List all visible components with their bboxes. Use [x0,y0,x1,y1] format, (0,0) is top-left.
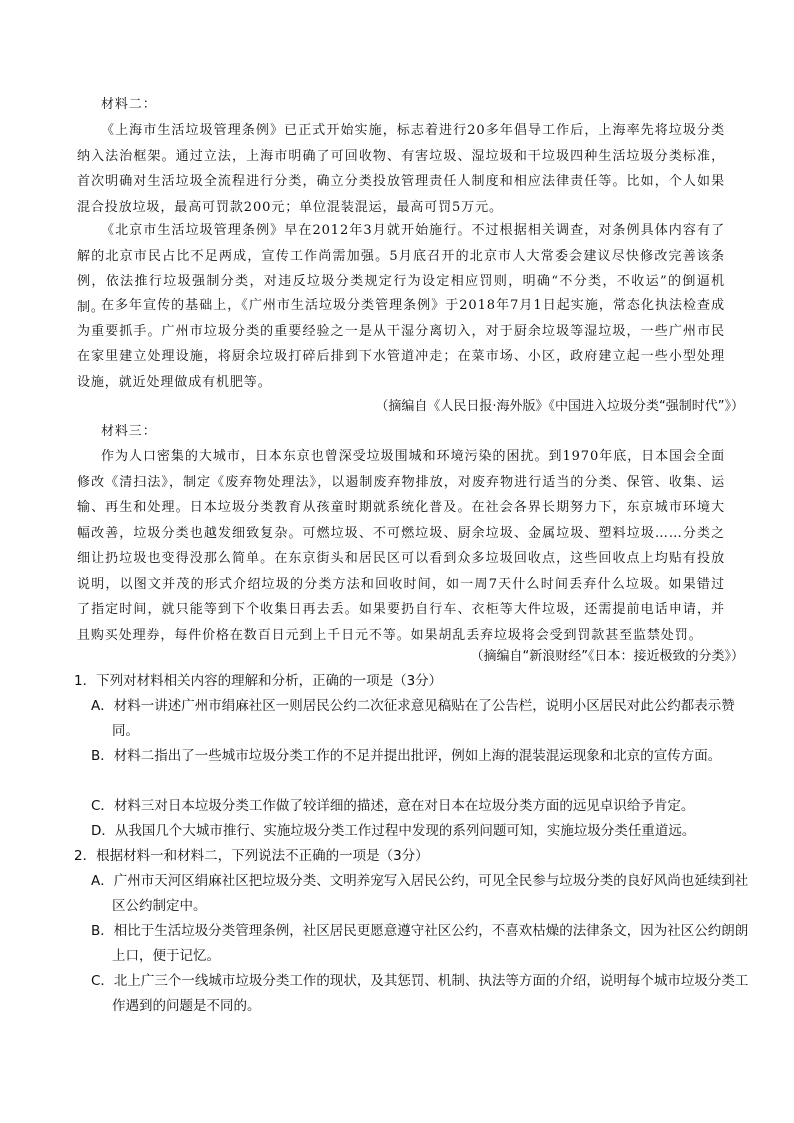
material-3-source: （摘编自“新浪财经”《日本：接近极致的分类》） [470,649,744,664]
question-1-option-c: C．材料三对日本垃圾分类工作做了较详细的描述，意在对日本在垃圾分类方面的远见卓识给予肯定。 [91,798,695,814]
question-1-option-b: B．材料二指出了一些城市垃圾分类工作的不足并提出批评，例如上海的混装混运现象和北京的宣传方面。 [91,748,722,764]
question-1-stem: 1．下列对材料相关内容的理解和分析，正确的一项是（3分） [74,673,443,689]
material-2-paragraph-2: 《北京市生活垃圾管理条例》早在2012年3月就开始施行。不过根据相关调查，对条例具体内容有了解的北京市民占比不足两成，宣传工作尚需加强。5月底召开的北京市人大常委会建议尽快修改完善该条例，依法推行垃圾强制分类，对违反垃圾分类规定行为设定相应罚则，明确“不分类，不收运”的倒逼机制。 [77,223,725,315]
material-2-label: 材料二： [101,97,157,112]
material-2-source: （摘编自《人民日报·海外版》《中国进入垃圾分类“强制时代”》） [375,399,744,414]
question-1-option-d: D．从我国几个大城市推行、实施垃圾分类工作过程中发现的系列问题可知，实施垃圾分类任重道远。 [91,823,696,839]
question-2-stem: 2．根据材料一和材料二，下列说法不正确的一项是（3分） [74,848,429,864]
question-2-option-a: A．广州市天河区绢麻社区把垃圾分类、文明养宠写入居民公约，可见全民参与垃圾分类的良好风尚也延续到社区公约制定中。 [91,873,749,914]
material-3-paragraph-1: 作为人口密集的大城市，日本东京也曾深受垃圾围城和环境污染的困扰。到1970年底，日本国会全面修改《清扫法》，制定《废弃物处理法》，以遏制废弃物排放，对废弃物进行适当的分类、保管、收集、运输、再生和处理。日本垃圾分类教育从孩童时期就系统化普及。在社会各界长期努力下，东京城市环境大幅改善，垃圾分类也越发细致复杂。可燃垃圾、不可燃垃圾、厨余垃圾、金属垃圾、塑料垃圾……分类之细让扔垃圾也变得没那么简单。在东京街头和居民区可以看到众多垃圾回收点，这些回收点上均贴有投放说明，以图文并茂的形式介绍垃圾的分类方法和回收时间，如一周7天什么时间丢弃什么垃圾。如果错过了指定时间，就只能等到下个收集日再去丢。如果要扔自行车、衣柜等大件垃圾，还需提前电话申请，并且购买处理券，每件价格在数百日元到上千日元不等。如果胡乱丢弃垃圾将会受到罚款甚至监禁处罚。 [77,449,725,643]
question-2-option-c: C．北上广三个一线城市垃圾分类工作的现状，及其惩罚、机制、执法等方面的介绍，说明每个城市垃圾分类工作遇到的问题是不同的。 [91,973,749,1014]
material-3-label: 材料三： [101,424,157,439]
question-1-option-a: A．材料一讲述广州市绢麻社区一则居民公约二次征求意见稿贴在了公告栏，说明小区居民对此公约都表示赞同。 [91,698,735,739]
material-2-paragraph-1: 《上海市生活垃圾管理条例》已正式开始实施，标志着进行20多年倡导工作后，上海率先将垃圾分类纳入法治框架。通过立法，上海市明确了可回收物、有害垃圾、湿垃圾和干垃圾四种生活垃圾分类标准，首次明确对生活垃圾全流程进行分类，确立分类投放管理责任人制度和相应法律责任等。比如，个人如果混合投放垃圾，最高可罚款200元；单位混装混运，最高可罚5万元。 [77,123,725,215]
material-2-paragraph-3: 在多年宣传的基础上，《广州市生活垃圾分类管理条例》于2018年7月1日起实施，常态化执法检查成为重要抓手。广州市垃圾分类的重要经验之一是从干湿分离切入，对于厨余垃圾等湿垃圾，一些广州市民在家里建立处理设施，将厨余垃圾打碎后排到下水管道冲走；在菜市场、小区，政府建立起一些小型处理设施，就近处理做成有机肥等。 [77,298,725,390]
question-2-option-b: B．相比于生活垃圾分类管理条例，社区居民更愿意遵守社区公约，不喜欢枯燥的法律条文，因为社区公约朗朗上口，便于记忆。 [91,923,749,964]
